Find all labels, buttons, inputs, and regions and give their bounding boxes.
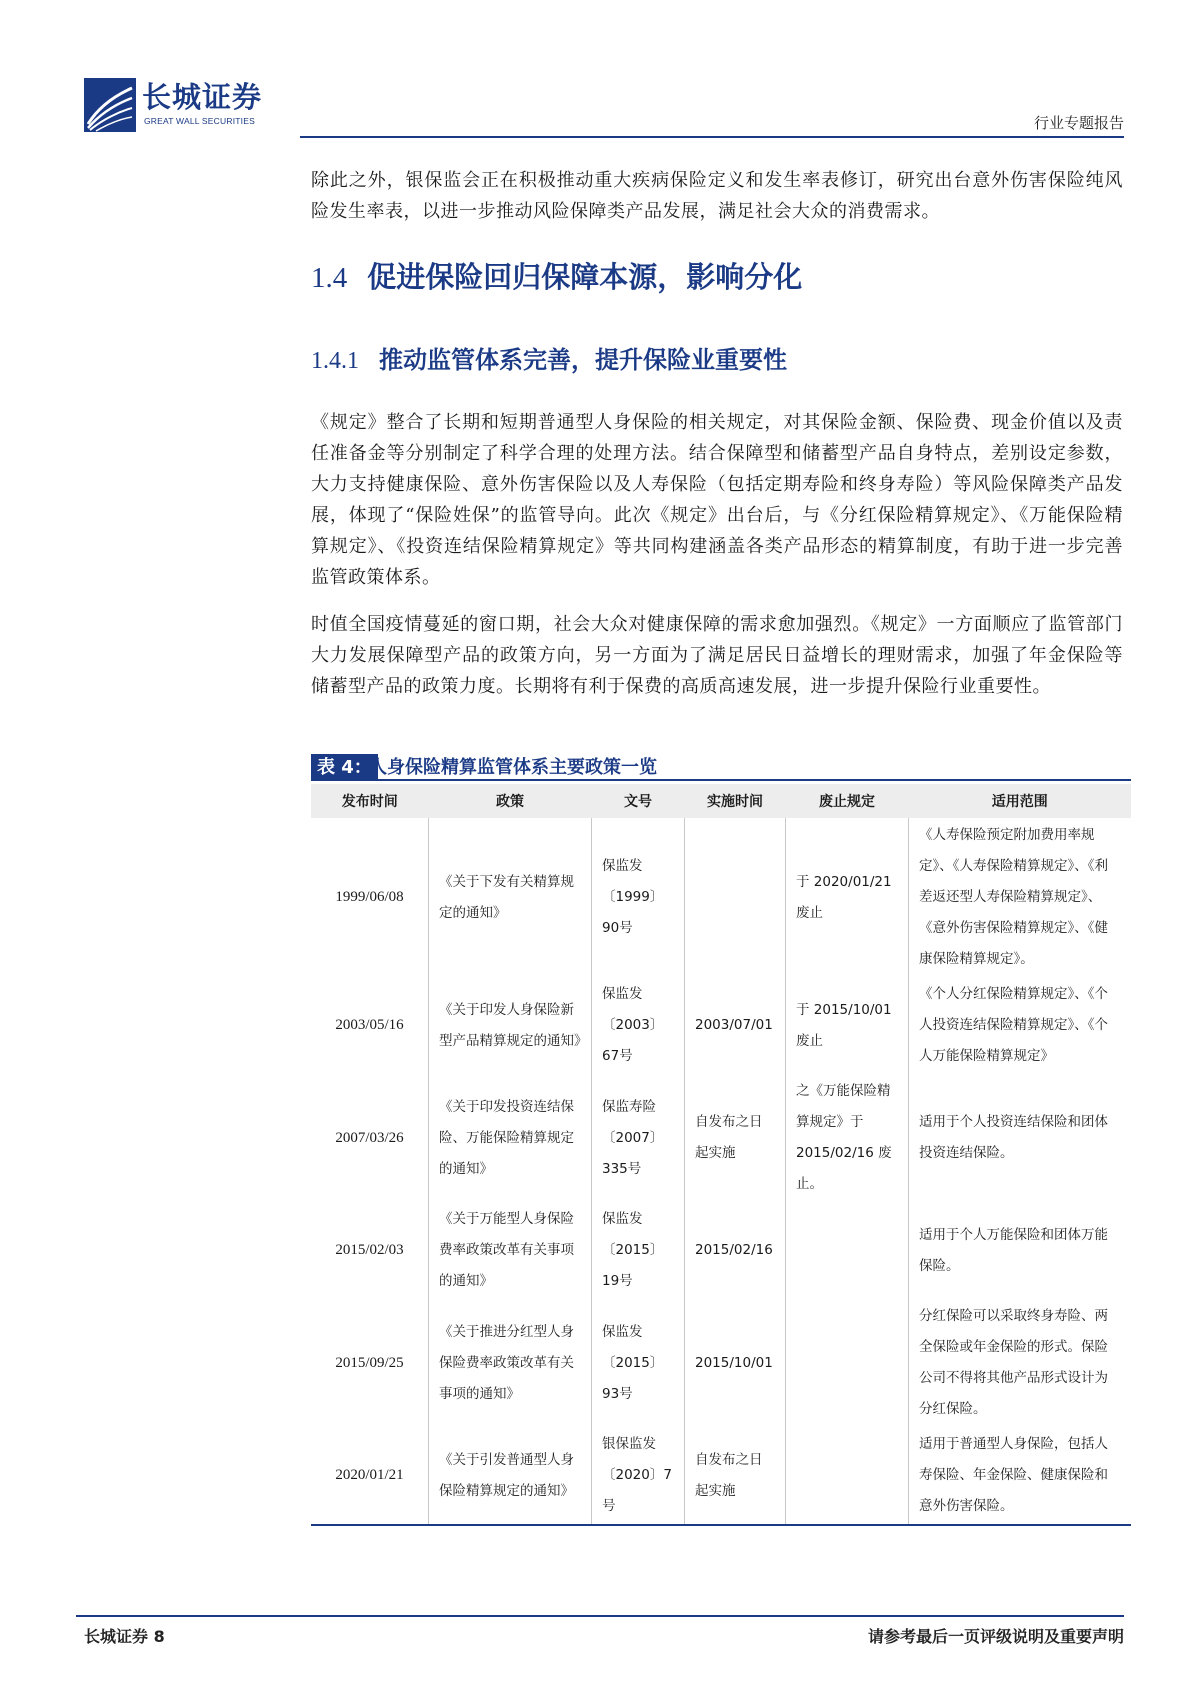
cell-scope: 适用于个人万能保险和团体万能保险。 [919, 1226, 1108, 1274]
cell-effective-date: 自发布之日起实施 [685, 1074, 786, 1202]
cell-scope: 适用于个人投资连结保险和团体投资连结保险。 [919, 1114, 1108, 1161]
cell-document-number: 保监发〔2003〕67号 [592, 977, 685, 1074]
cell-policy: 《关于推进分红型人身保险费率政策改革有关事项的通知》 [429, 1299, 592, 1427]
cell-policy: 《关于引发普通型人身保险精算规定的通知》 [429, 1427, 592, 1525]
cell-document-number: 保监发〔1999〕90号 [592, 818, 685, 977]
header-repeal: 废止规定 [786, 784, 909, 818]
caption-divider [311, 779, 1131, 781]
cell-document-number: 保监发〔2015〕19号 [592, 1202, 685, 1299]
cell-effective-date: 2015/10/01 [685, 1299, 786, 1427]
body-paragraph: 时值全国疫情蔓延的窗口期，社会大众对健康保障的需求愈加强烈。《规定》一方面顺应了监管部门大力发展保障型产品的政策方向，另一方面为了满足居民日益增长的理财需求，加强了年金保险等储蓄型产品的政策力度。长期将有利于保费的高质高速发展，进一步提升保险行业重要性。 [311, 614, 1123, 697]
table-caption [311, 754, 1131, 781]
header-policy: 政策 [429, 784, 592, 818]
table-row [311, 1202, 1131, 1299]
cell-repeal [786, 1299, 909, 1427]
header-document-number: 文号 [592, 784, 685, 818]
body-paragraph: 《规定》整合了长期和短期普通型人身保险的相关规定，对其保险金额、保险费、现金价值以及责任准备金等分别制定了科学合理的处理方法。结合保障型和储蓄型产品自身特点，差别设定参数，大力支持健康保险、意外伤害保险以及人寿保险（包括定期寿险和终身寿险）等风险保障类产品发展，体现了“保险姓保”的监管导向。此次《规定》出台后，与《分红保险精算规定》、《万能保险精算规定》、《投资连结保险精算规定》等共同构建涵盖各类产品形态的精算制度，有助于进一步完善监管政策体系。 [311, 412, 1123, 588]
cell-publish-date: 2015/02/03 [311, 1202, 429, 1299]
table-row [311, 1074, 1131, 1202]
header-publish-date: 发布时间 [311, 784, 429, 818]
cell-effective-date: 自发布之日起实施 [685, 1427, 786, 1525]
report-type-label: 行业专题报告 [1033, 114, 1124, 132]
footer-divider [76, 1615, 1124, 1617]
cell-effective-date [685, 818, 786, 977]
cell-repeal: 之《万能保险精算规定》于 2015/02/16 废止。 [786, 1074, 909, 1202]
table-row [311, 977, 1131, 1074]
cell-scope: 《人寿保险预定附加费用率规定》、《人寿保险精算规定》、《利差返还型人寿保险精算规定》、《意外伤害保险精算规定》、《健康保险精算规定》。 [919, 827, 1108, 967]
subsection-title: 推动监管体系完善，提升保险业重要性 [379, 346, 787, 374]
great-wall-logo-icon [84, 78, 136, 132]
cell-document-number: 保监寿险〔2007〕335号 [592, 1074, 685, 1202]
cell-repeal [786, 1202, 909, 1299]
cell-publish-date: 2020/01/21 [311, 1427, 429, 1525]
table-row [311, 1299, 1131, 1427]
table-title: 人身保险精算监管体系主要政策一览 [369, 757, 657, 778]
logo-chinese-name: 长城证券 [142, 80, 263, 114]
policy-table [311, 784, 1131, 1526]
footer-page-label: 长城证券 8 [84, 1627, 165, 1646]
section-heading [311, 255, 802, 296]
cell-publish-date: 2015/09/25 [311, 1299, 429, 1427]
company-logo [84, 78, 314, 132]
table-header-row [311, 784, 1131, 818]
cell-document-number: 保监发〔2015〕93号 [592, 1299, 685, 1427]
cell-repeal: 于 2020/01/21 废止 [786, 818, 909, 977]
cell-repeal [786, 1427, 909, 1525]
header-scope: 适用范围 [909, 784, 1132, 818]
cell-publish-date: 2003/05/16 [311, 977, 429, 1074]
cell-publish-date: 2007/03/26 [311, 1074, 429, 1202]
cell-document-number: 银保监发〔2020〕7号 [592, 1427, 685, 1525]
subsection-number: 1.4.1 [311, 348, 359, 374]
cell-publish-date: 1999/06/08 [311, 818, 429, 977]
header-divider [300, 136, 1124, 138]
section-number: 1.4 [311, 262, 348, 294]
table-row [311, 1427, 1131, 1525]
table-label: 表 4： [311, 754, 378, 781]
cell-policy: 《关于印发投资连结保险、万能保险精算规定的通知》 [429, 1074, 592, 1202]
body-paragraph: 除此之外，银保监会正在积极推动重大疾病保险定义和发生率表修订，研究出台意外伤害保险纯风险发生率表，以进一步推动风险保障类产品发展，满足社会大众的消费需求。 [311, 170, 1123, 222]
header-effective-date: 实施时间 [685, 784, 786, 818]
cell-effective-date: 2015/02/16 [685, 1202, 786, 1299]
cell-policy: 《关于印发人身保险新型产品精算规定的通知》 [429, 977, 592, 1074]
subsection-heading [311, 340, 787, 375]
footer-disclaimer: 请参考最后一页评级说明及重要声明 [867, 1627, 1124, 1646]
table-row [311, 818, 1131, 977]
cell-scope: 《个人分红保险精算规定》、《个人投资连结保险精算规定》、《个人万能保险精算规定》 [919, 986, 1108, 1064]
cell-policy: 《关于万能型人身保险费率政策改革有关事项的通知》 [429, 1202, 592, 1299]
logo-english-name: GREAT WALL SECURITIES [144, 116, 255, 126]
cell-repeal: 于 2015/10/01 废止 [786, 977, 909, 1074]
cell-policy: 《关于下发有关精算规定的通知》 [429, 818, 592, 977]
section-title: 促进保险回归保障本源，影响分化 [367, 260, 803, 294]
cell-scope: 分红保险可以采取终身寿险、两全保险或年金保险的形式。保险公司不得将其他产品形式设计为分红保险。 [919, 1308, 1108, 1417]
cell-effective-date: 2003/07/01 [685, 977, 786, 1074]
cell-scope: 适用于普通型人身保险，包括人寿保险、年金保险、健康保险和意外伤害保险。 [909, 1427, 1132, 1525]
